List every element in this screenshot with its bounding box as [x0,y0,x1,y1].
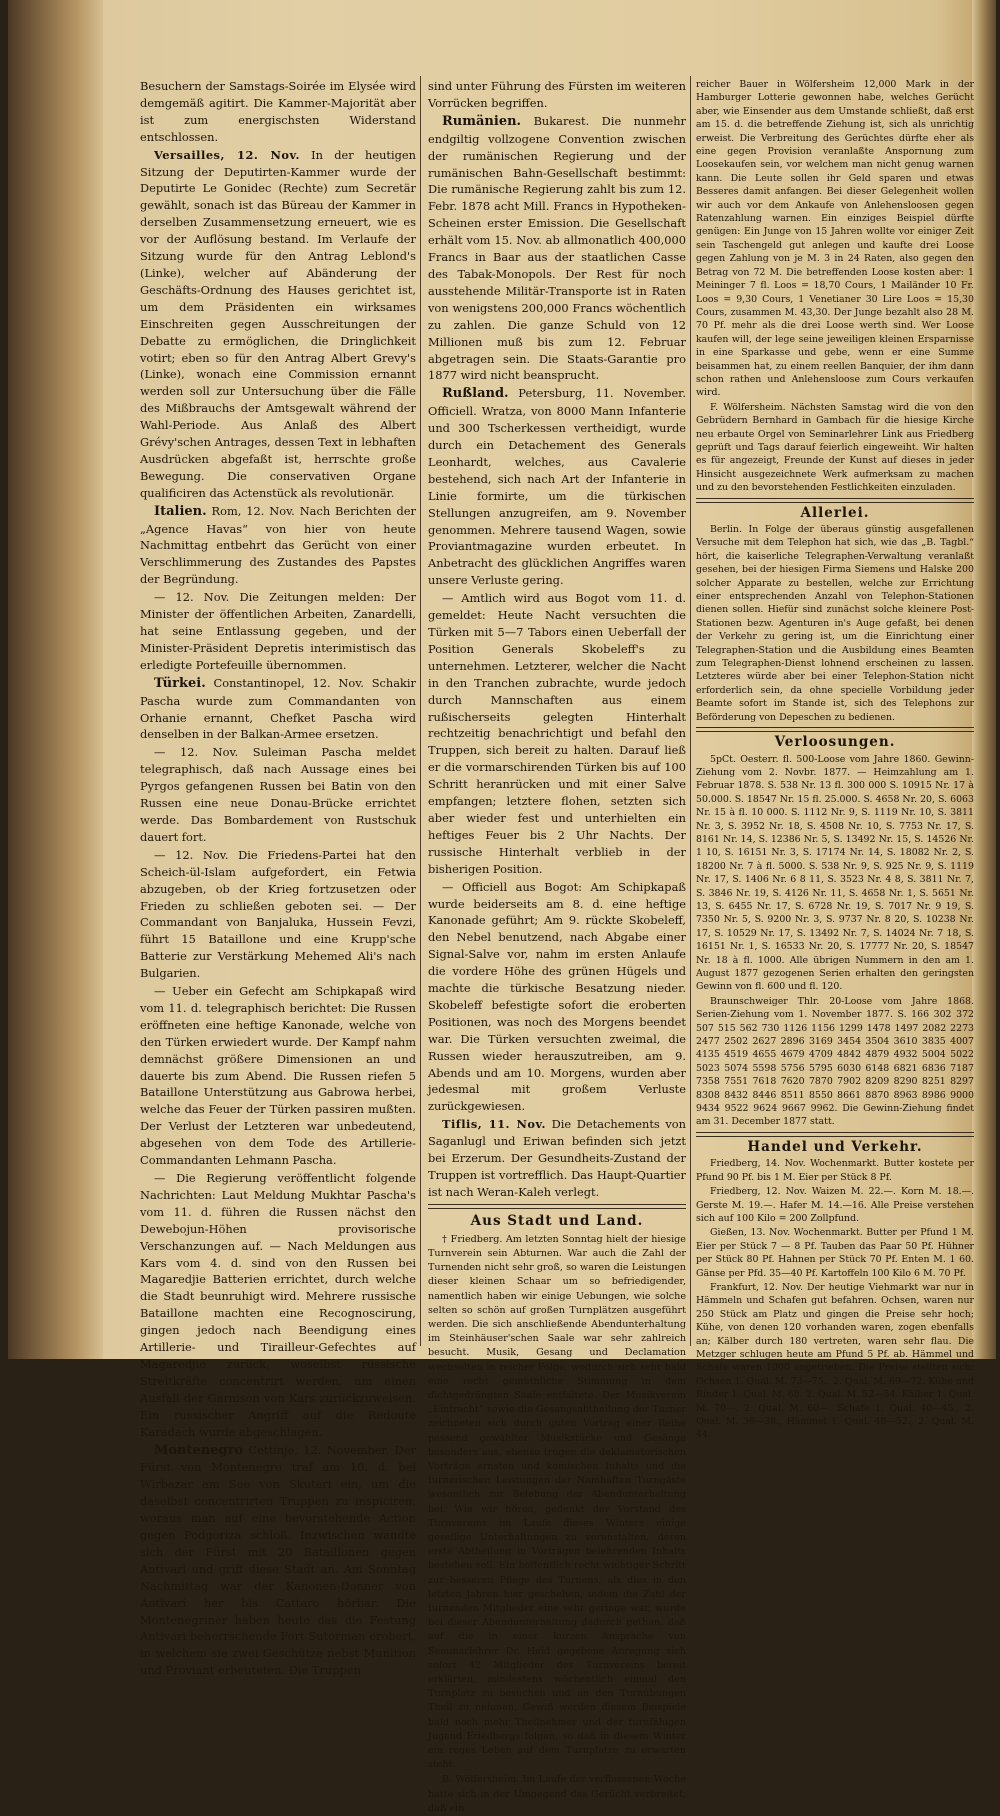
article-text: In der heutigen Sitzung der Deputirten-Kammer wurde der Deputirte Le Gonidec (Rechte) zum Secretär gewählt, sonach ist das Büreau der Kammer in derselben Zusammensetzung erneuert, wie es vor der Auflösung bestand. Im Verlaufe der Sitzung wurde für den Antrag Leblond's (Linke), welcher auf Abänderung der Geschäfts-Ordnung des Hauses gerichtet ist, um dem Präsidenten ein wirksames Einschreiten gegen Ausschreitungen der Debatte zu ermöglichen, die Dringlichkeit votirt; eben so für den Antrag Albert Grevy's (Linke), wonach eine Commission ernannt werden soll zur Untersuchung über die Fälle des Mißbrauchs der Amtsgewalt während der Wahl-Periode. Aus Anlaß des Albert Grévy'schen Antrages, dessen Text in lebhaften Ausdrücken abgefaßt ist, herrschte große Bewegung. Die conservativen Organe qualificiren das Actenstück als revolutionär. [140,147,416,500]
column-rule-2 [690,76,691,1346]
country-heading: Montenegro [154,1442,244,1458]
local-news-paragraph: B. Wölfersheim. Im Laufe der verflossenen Woche hatte sich in der Umgegend das Gerücht verbreitet, daß ein [428,1774,686,1814]
section-heading-trade: Handel und Verkehr. [747,1138,923,1155]
newspaper-page [8,0,996,1814]
section-divider [696,727,974,732]
article-paragraph [140,1442,416,1680]
section-divider [696,498,974,503]
section-heading-allerlei: Allerlei. [800,504,870,521]
article-paragraph [140,675,416,744]
country-heading: Rußland. [442,386,509,402]
country-heading: Rumänien. [442,113,522,129]
local-news-paragraph: F. Wölfersheim. Nächsten Samstag wird die von den Gebrüdern Bernhard in Gambach für die hiesige Kirche neu erbaute Orgel von Seminarlehrer Link aus Friedberg geprüft und Tags darauf feierlich eingeweiht. Wir halten es für angezeigt, Freunde der Kunst auf dieses in jeder Hinsicht ausgezeichnete Werk aufmerksam zu machen und zu den bevorstehenden Festlichkeiten einzuladen. [696,401,974,494]
article-paragraph [428,113,686,385]
article-text: Bukarest. Die nunmehr endgiltig vollzogene Convention zwischen der rumänischen Regierung und der rumänischen Bahn-Gesellschaft bestimmt: Die rumänische Regierung zahlt bis zum 12. Febr. 1878 acht Mill. Francs in Hypotheken-Scheinen erster Emission. Die Gesellschaft erhält vom 15. Nov. ab allmonatlich 400,000 Francs in Baar aus der staatlichen Casse des Tabak-Monopols. Der Rest für noch ausstehende Militär-Transporte ist in Raten von wenigstens 200,000 Francs wöchentlich zu zahlen. Die ganze Schuld von 12 Millionen muß bis zum 12. Februar abgetragen sein. Die Staats-Garantie pro 1877 wird nicht beansprucht. [428,113,686,383]
dateline: Tiflis, 11. Nov. [442,1117,546,1132]
article-paragraph: sind unter Führung des Fürsten im weiteren Vorrücken begriffen. [428,79,686,110]
column-rule-1 [420,76,421,1346]
country-heading: Türkei. [154,675,206,691]
article-paragraph [428,385,686,589]
article-paragraph [140,147,416,502]
article-paragraph: — Die Regierung veröffentlicht folgende Nachrichten: Laut Meldung Mukhtar Pascha's vom 11. d. führen die Russen nächst den Dewebojun-Höhen provisorische Verschanzungen auf. — Nach Meldungen aus Kars vom 4. d. sind von den Russen bei Magaredjie Batterien errichtet, durch welche die Stadt beunruhigt wird. Mehrere russische Bataillone machten eine Recognoscirung, gingen jedoch nach Beendigung eines Artillerie- und Tirailleur-Gefechtes auf Magaredjie zurück, woselbst russische Streitkräfte concentrirt werden, um einen Ausfall der Garnison von Kars zurückzuweisen. Ein russischer Angriff auf die Redoute Karadach wurde abgeschlagen. [140,1171,416,1439]
column-3 [696,78,974,1441]
article-paragraph [140,503,416,589]
lottery-paragraph: 5pCt. Oesterr. fl. 500-Loose vom Jahre 1860. Gewinn-Ziehung vom 2. Novbr. 1877. — Heimzahlung am 1. Februar 1878. S. 538 Nr. 13 fl. 300 000 S. 10915 Nr. 17 à 50.000. S. 18547 Nr. 15 fl. 25.000. S. 4658 Nr. 20, S. 6063 Nr. 15 à fl. 10 000. S. 1112 Nr. 9, S. 1119 Nr. 10, S. 3811 Nr. 3, S. 3952 Nr. 18, S. 4508 Nr. 10, S. 7753 Nr. 17, S. 8161 Nr. 14, S. 12386 Nr. 5, S. 13492 Nr. 15, S. 14526 Nr. 1 10, S. 16151 Nr. 3, S. 17174 Nr. 14, S. 18082 Nr. 2, S. 18200 Nr. 7 à fl. 5000. S. 538 Nr. 9, S. 925 Nr. 9, S. 1119 Nr. 17, S. 1406 Nr. 6 8 11, S. 3523 Nr. 4 8, S. 3811 Nr. 7, S. 3846 Nr. 19, S. 4126 Nr. 11, S. 4658 Nr. 1, S. 5651 Nr. 13, S. 6455 Nr. 17, S. 6728 Nr. 19, S. 7017 Nr. 9 19, S. 7350 Nr. 5, S. 9200 Nr. 3, S. 9737 Nr. 8 20, S. 10238 Nr. 17, S. 10529 Nr. 17, S. 13492 Nr. 7, S. 14024 Nr. 7 18, S. 16151 Nr. 1, S. 16533 Nr. 20, S. 17777 Nr. 20, S. 18547 Nr. 18 à fl. 1000. Alle übrigen Nummern in den am 1. August 1877 gezogenen Serien erhalten den geringsten Gewinn von fl. 600 und fl. 120. [696,753,974,993]
article-paragraph: Besuchern der Samstags-Soirée im Elysée wird demgemäß agitirt. Die Kammer-Majorität aber ist zum energischsten Widerstand entschlossen. [140,79,416,144]
local-news-paragraph: reicher Bauer in Wölfersheim 12,000 Mark in der Hamburger Lotterie gewonnen habe, welches Gerücht aber, wie Einsender aus dem Umstande schließt, daß erst am 15. d. die betreffende Ziehung ist, sich als unrichtig erweist. Die Verbreitung des Gerüchtes dürfte eher als eine gegen Provision veranlaßte Anspornung zum Loosekaufen sein, vor welchem man nicht genug warnen kann. Die Leute sollen ihr Geld sparen und etwas Besseres damit anfangen. Bei dieser Gelegenheit wollen wir auch vor dem Ankaufe von Anlehensloosen gegen Ratenzahlung warnen. Ein einziges Beispiel dürfte genügen: Ein Junge von 15 Jahren wollte vor einiger Zeit sein Taschengeld gut anlegen und kaufte drei Loose gegen Zahlung von je M. 3 in 24 Raten, also gegen den Betrag von 72 M. Die betreffenden Loose kosten aber: 1 Meininger 7 fl. Loos = 18,70 Cours, 1 Mailänder 10 Fr. Loos = 9,30 Cours, 1 Venetianer 30 Lire Loos = 15,30 Cours, zusammen M. 43,30. Der Junge bezahlt also 28 M. 70 Pf. mehr als die drei Loose werth sind. Wer Loose kaufen will, der lege seine jeweiligen kleinen Ersparnisse in eine Sparkasse und gebe, wenn er eine Summe beisammen hat, zu einem reellen Banquier, der ihm dann schon rathen und Anlehensloose zum Cours verkaufen wird. [696,79,974,399]
section-divider [696,1132,974,1137]
market-paragraph: Friedberg, 14. Nov. Wochenmarkt. Butter kostete per Pfund 90 Pf. bis 1 M. Eier per Stück 8 Pf. [696,1158,974,1183]
section-heading-lottery: Verloosungen. [774,734,896,751]
market-paragraph: Frankfurt, 12. Nov. Der heutige Viehmarkt war nur in Hämmeln und Schafen gut befahren. Ochsen, waren nur 250 Stück am Platz und gingen die Preise sehr hoch; Kühe, von denen 120 vorhanden waren, zogen ebenfalls an; Kälber durch 180 vertreten, waren sehr flau. Die Metzger schlugen heute am Pfund 5 Pf. ab. Hämmel und Schafe waren 1000 angetrieben. Die Preise stellten sich: Ochsen 1. Qual. M. 73—75., 2. Qual. M. 69—72. Kühe und Rinder 1. Qual. M. 68. 2. Qual. M. 52—54. Kälber 1. Qual. M. 70—. 2. Qual. M. 60—. Schafe 1. Qual. 40—45., 2. Qual. M. 36—38., Hämmel 1. Qual. 48—52., 2. Qual. M. 44. [696,1281,974,1441]
article-text: Rom, 12. Nov. Nach Berichten der „Agence Havas“ von hier von heute Nachmittag entbehrt das Gerücht von einer Verschlimmerung des Zustandes des Papstes der Begründung. [140,503,416,587]
book-binding-gutter [8,0,103,1359]
article-text: Petersburg, 11. November. Officiell. Wratza, von 8000 Mann Infanterie und 300 Tscherkessen vertheidigt, wurde durch ein Detachement des Generals Leonhardt, welches, aus Cavalerie bestehend, sich nach Art der Infanterie in Linie formirte, um die türkischen Stellungen anzugreifen, am 9. November genommen. Mehrere tausend Wagen, sowie Proviantmagazine wurden erbeutet. In Anbetracht des glücklichen Angriffes waren unsere Verluste gering. [428,386,686,588]
section-divider [428,1204,686,1209]
article-paragraph [428,1116,686,1201]
country-heading: Italien. [154,503,207,519]
page-edge [972,0,996,1359]
article-paragraph: — Officiell aus Bogot: Am Schipkapaß wurde beiderseits am 8. d. eine heftige Kanonade geführt; Am 9. rückte Skobeleff, den Nebel benutzend, nach Abgabe einer Signal-Salve vor, nahm im ersten Anlaufe die vordere Höhe des grünen Hügels und machte die türkische Besatzung nieder. Skobeleff befestigte sofort die eroberten Positionen, was noch des Morgens beendet war. Die Türken versuchten zweimal, die Russen wieder herauszutreiben, am 9. Abends und am 10. Morgens, wurden aber jedesmal mit großem Verluste zurückgewiesen. [428,879,686,1114]
article-paragraph: — Ueber ein Gefecht am Schipkapaß wird vom 11. d. telegraphisch berichtet: Die Russen eröffneten eine heftige Kanonade, welche von den Türken erwiedert wurde. Der Kampf nahm demnächst größere Dimensionen an und dauerte bis zum Abend. Die Russen riefen 5 Bataillone Unterstützung aus Gabrowa herbei, welche das Feuer der Türken passiren mußten. Der Verlust der Letzteren war unbedeutend, abgesehen von dem Tode des Artillerie-Commandanten Lehmann Pascha. [140,984,416,1168]
lottery-paragraph: Braunschweiger Thlr. 20-Loose vom Jahre 1868. Serien-Ziehung vom 1. November 1877. S. 166 302 372 507 515 562 730 1126 1156 1299 1478 1497 2082 2273 2477 2502 2627 2896 3169 3454 3504 3610 3835 4007 4135 4519 4655 4679 4709 4842 4879 4932 5004 5022 5023 5074 5598 5756 5795 6030 6148 6821 6836 7187 7358 7551 7618 7620 7870 7902 8209 8290 8251 8297 8308 8432 8446 8511 8550 8661 8870 8963 8986 9000 9434 9522 9624 9667 9962. Die Gewinn-Ziehung findet am 31. December 1877 statt. [696,995,974,1128]
market-paragraph: Friedberg, 12. Nov. Waizen M. 22.—. Korn M. 18.—. Gerste M. 19.—. Hafer M. 14.—16. Alle Preise verstehen sich auf 100 Kilo = 200 Zollpfund. [696,1186,974,1224]
section-heading-local: Aus Stadt und Land. [470,1212,644,1229]
market-paragraph: Gießen, 13. Nov. Wochenmarkt. Butter per Pfund 1 M. Eier per Stück 7 — 8 Pf. Tauben das Paar 50 Pf. Hühner per Stück 80 Pf. Hahnen per Stück 70 Pf. Enten M. 1 60. Gänse per Pfd. 35—40 Pf. Kartoffeln 100 Kilo 6 M. 70 Pf. [696,1227,974,1279]
misc-paragraph: Berlin. In Folge der überaus günstig ausgefallenen Versuche mit dem Telephon hat sich, wie das „B. Tagbl.“ hört, die kaiserliche Telegraphen-Verwaltung veranlaßt gesehen, bei der hiesigen Firma Siemens und Halske 200 solcher Apparate zu bestellen, welche zur Errichtung einer entsprechenden Anzahl von Telephon-Stationen dienen sollen. Hiefür sind zunächst solche kleinere Post-Stationen bezw. Agenturen in's Auge gefaßt, bei denen der Verkehr zu gering ist, um die Einrichtung einer Telegraphen-Station und die Ausbildung eines Beamten zum Telegraphen-Dienst lohnend erscheinen zu lassen. Letzteres würde aber bei einer Telephon-Station nicht erforderlich sein, da ohne specielle Vorbildung jeder Beamte sofort im Stande ist, sich des Telephons zur Beförderung von Depeschen zu bedienen. [696,524,974,723]
dateline: Versailles, 12. Nov. [154,147,300,162]
article-paragraph: — Amtlich wird aus Bogot vom 11. d. gemeldet: Heute Nacht versuchten die Türken mit 5—7 Tabors einen Ueberfall der Position Generals Skobeleff's zu unternehmen. Letzterer, welcher die Nacht in den Tranchen zubrachte, wurde jedoch durch Mannschaften aus einem rußischerseits gelegten Hinterhalt rechtzeitig benachrichtigt und befahl den Truppen, sich bereit zu halten. Darauf ließ er die vormarschirenden Türken bis auf 100 Schritt heranrücken und mit einer Salve empfangen; letztere flohen, setzten sich aber wieder fest und unterhielten ein heftiges Feuer bis 2 Uhr Nachts. Der russische Hinterhalt verblieb in der bisherigen Position. [428,591,686,876]
column-1 [140,78,416,1678]
article-text: Die Detachements von Saganlugl und Eriwan befinden sich jetzt bei Erzerum. Der Gesundheits-Zustand der Truppen ist vortrefflich. Das Haupt-Quartier ist nach Weran-Kaleh verlegt. [428,1117,686,1199]
article-text: Cettinje, 12. November. Der Fürst von Montenegro traf am 10. d. bei Wirbazar am See von Skutari ein, um die daselbst concentrirten Truppen zu inspiciren, woraus man auf eine bevorstehende Action gegen Podgoriza schloß. Inzwischen wandte sich der Fürst mit 20 Bataillonen gegen Antivari und griff diese Stadt an. Am Sonntag Nachmittag war der Kanonen-Donner von Antivari her bis Cattaro hörbar. Die Montenegriner haben heute das die Festung Antivari beherrschende Fort Sutorman erobert, in welchem sie zwei Geschütze nebst Munition und Proviant erbeuteten. Die Truppen [140,1442,416,1678]
column-2 [428,78,686,1814]
article-paragraph: — 12. Nov. Die Zeitungen melden: Der Minister der öffentlichen Arbeiten, Zanardelli, hat seine Entlassung gegeben, und der Minister-Präsident Depretis interimistisch das erledigte Portefeuille übernommen. [140,590,416,672]
local-news-paragraph: † Friedberg. Am letzten Sonntag hielt der hiesige Turnverein sein Abturnen. War auch die Zahl der Turnenden nicht sehr groß, so waren die Leistungen dieser kleinen Schaar um so befriedigender, namentlich haben wir einige Uebungen, wie solche selten so schön auf großen Turnplätzen ausgeführt werden. Die sich anschließende Abendunterhaltung im Steinhäuser'schen Saale war sehr zahlreich besucht. Musik, Gesang und Declamation wechselten in reicher Folge, wodurch sich sehr bald eine recht gemüthliche Stimmung in dem dichtgedrängten Saale entfaltete. Der Musikverein „Eintracht“ sowie die Gesangsabtheilung der Turner zeichneten sich durch guten Vortrag einer Reihe passend gewählter Musikstücke und Gesänge besonders aus, ebenso trugen die deklamatorischen Vorträge ernsten und komischen Inhalts und die turnerischen Leistungen der Namhaften Turngäste wesentlich zur Belebung der Abendunterhaltung bei. Wie wir hören, gedenkt der Vorstand des Turnvereins im Laufe dieses Winters einige gesellige Unterhaltungen zu veranstalten, deren erste Abtheilung in Vorträgen belehrenden Inhalts bestehen soll. Ein hoffentlich recht wichtiger Schritt zur besseren Pflege des Turnens, als dies in den letzten Jahren hier geschehen, indem die Zahl der turnenden Mitglieder eine sehr geringe war, wurde bei dieser Abendunterhaltung dadurch gethan, daß auf die in einer kurzen Ansprache von Seminarlehrer Dr. Heid gegebene Anregung sich sofort 42 Mitglieder des Turnvereins bereit erklärten, mindestens wöchentlich einmal den Turnplatz zu besuchen und an den Turnübungen Theil zu nehmen. Gewiß werden diesem Beispiele bald noch mehr Theilnehmer und der turnfähigen Jugend Friedbergs folgen, so daß in diesem Winter ein reges Leben auf dem Turnplatze zu erwarten steht. [428,1233,686,1771]
article-text: Constantinopel, 12. Nov. Schakir Pascha wurde zum Commandanten von Orhanie ernannt, Chefket Pascha wird denselben in der Balkan-Armee ersetzen. [140,675,416,742]
article-paragraph: — 12. Nov. Suleiman Pascha meldet telegraphisch, daß nach Aussage eines bei Pyrgos gefangenen Russen bei Batin von den Russen eine neue Donau-Brücke errichtet werde. Das Bombardement von Rustschuk dauert fort. [140,745,416,844]
article-paragraph: — 12. Nov. Die Friedens-Partei hat den Scheich-ül-Islam aufgefordert, ein Fetwia abzugeben, ob der Krieg fortzusetzen oder Frieden zu schließen geboten sei. — Der Commandant von Banjaluka, Hussein Fevzi, führt 15 Bataillone und eine Krupp'sche Batterie zur Verstärkung Mehemed Ali's nach Bulgarien. [140,847,416,981]
